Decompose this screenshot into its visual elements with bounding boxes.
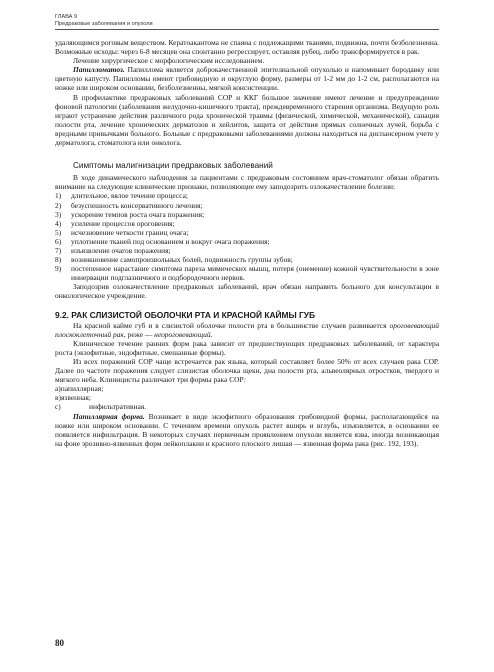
form-item-text: инфильтративная. <box>89 402 147 412</box>
list-item-number: 9) <box>55 264 62 274</box>
list-item-number: 8) <box>55 255 62 265</box>
page-number: 80 <box>55 638 64 648</box>
list-item-text: ускорение темпов роста очага поражения; <box>71 209 205 219</box>
list-item <box>55 264 439 282</box>
form-item <box>55 393 439 402</box>
list-item <box>55 255 439 264</box>
paragraph: Клиническое течение ранних форм рака зависит от предшествующих предраковых заболеваний, от характера роста (экзофитные, эндофитные, смешанные формы). <box>55 338 439 357</box>
chapter-subtitle: Предраковые заболевания и опухоли <box>55 20 153 27</box>
running-header <box>55 14 153 27</box>
term: Папиллярная форма. <box>73 411 145 421</box>
list-item-number: 3) <box>55 209 62 219</box>
list-item-text: длительное, вялое течение процесса; <box>71 191 188 201</box>
list-item <box>55 237 439 246</box>
paragraph: В ходе динамического наблюдения за пациентами с предраковым состоянием врач-стоматолог обязан обратить внимание на следующие клинические признаки, позволяющие ему заподозрить озлокачествление болезни: <box>55 173 439 192</box>
list-item-text: исчезновение четкости границ очага; <box>71 227 189 237</box>
list-item <box>55 246 439 255</box>
form-item-label: с) <box>55 402 61 412</box>
list-item-number: 5) <box>55 227 62 237</box>
list-item-text: постепенное нарастание симптома пареза мимических мышц, потеря (онемение) кожной чувствительности в зоне иннервации подглазничного и подбородочного нервов. <box>71 264 439 283</box>
paragraph: Из всех поражений СОР чаще встречается рак языка, который составляет более 50% от всех случаев рака СОР. Далее по частоте поражения следует слизистая оболочка щеки, дна полости рта, альвеолярных отростков, твердого и мягкого неба. Клиницисты различают три формы рака СОР: <box>55 357 439 385</box>
list-item <box>55 228 439 237</box>
list-item-number: 2) <box>55 200 62 210</box>
list-item <box>55 201 439 210</box>
symptom-list <box>55 191 439 282</box>
list-item <box>55 191 439 200</box>
paragraph: Папилломатоз. Папиллома является доброкачественной эпителиальной опухолью и напоминает бородавку или цветную капусту. Папилломы имеют грибовидную и округлую форму, размеры от 1-2 мм до 1-2 см, располагаются на ножке или широком основании, безболезненны, мягкой консистенции. <box>55 65 439 93</box>
paragraph: Лечение хирургическое с морфологическим исследованием. <box>73 56 265 66</box>
form-item <box>55 402 439 411</box>
list-item <box>55 210 439 219</box>
list-item-text: изъязвление очагов поражения; <box>71 245 171 255</box>
list-item-number: 4) <box>55 218 62 228</box>
paragraph: В профилактике предраковых заболеваний СОР и ККГ большое значение имеют лечение и предупреждение фоновой патологии (заболевания желудочно-кишечного тракта), преждевременного старения организма. Ведущую роль играют устранение действия различного рода хронической травмы (физической, химической, механической), санация полости рта, лечение хронических дерматозов и хейлитов, защита от действия прямых солнечных лучей, борьба с вредными привычками больного. Больные с предраковыми заболеваниями должны находиться на диспансерном учете у дерматолога, стоматолога или онколога. <box>55 92 439 148</box>
form-item-label: в) <box>55 393 61 403</box>
list-item-number: 6) <box>55 236 62 246</box>
paragraph: Папиллярная форма. Возникает в виде экзофитного образования грибовидной формы, располагающейся на ножке или широком основании. С течением времени опухоль растет вширь и вглубь, изъязвляется, в основании ее появляется инфильтрация. В некоторых случаях первичным проявлением опухоли является язва, иногда возникающая на фоне эрозивно-язвенных форм лейкоплакии и красного плоского лишая — язвенная форма рака (рис. 192, 193). <box>55 411 439 448</box>
form-item-text: папиллярная; <box>60 384 104 394</box>
forms-list <box>55 384 439 411</box>
chapter-label: ГЛАВА 9 <box>55 14 78 20</box>
form-item-text: язвенная; <box>61 393 91 403</box>
paragraph: На красной кайме губ и в слизистой оболочке полости рта в большинстве случаев развивается ороговевающий плоскоклеточный рак, реже — неороговевающий. <box>55 320 439 339</box>
subheading: Симптомы малигнизации предраковых заболеваний <box>73 161 273 171</box>
form-item <box>55 384 439 393</box>
section-heading: 9.2. РАК СЛИЗИСТОЙ ОБОЛОЧКИ РТА И КРАСНОЙ КАЙМЫ ГУБ <box>55 309 316 320</box>
list-item-text: уплотнение тканей под основанием и вокруг очага поражения; <box>71 236 270 246</box>
list-item <box>55 219 439 228</box>
list-item-number: 7) <box>55 245 62 255</box>
list-item-text: безуспешность консервативного лечения; <box>71 200 203 210</box>
list-item-text: усиление процессов ороговения; <box>71 218 175 228</box>
list-item-text: возникновение самопроизвольных болей, подвижность группы зубов; <box>71 255 293 265</box>
paragraph: Заподозрив озлокачествление предраковых заболеваний, врач обязан направить больного для консультации в онкологическое учреждение. <box>55 282 439 301</box>
term: Папилломатоз. <box>73 65 125 75</box>
header-rule <box>55 29 439 30</box>
paragraph: удаляющимся роговым веществом. Кератоакантома не спаяна с подлежащими тканями, подвижна, почти безболезненна. Возможные исходы: через 6-8 месяцев она спонтанно регрессирует, оставляя рубец, либо трансформируется в рак. <box>55 38 439 57</box>
list-item-number: 1) <box>55 191 62 201</box>
form-item-label: а) <box>55 384 61 394</box>
page-body <box>55 38 439 448</box>
